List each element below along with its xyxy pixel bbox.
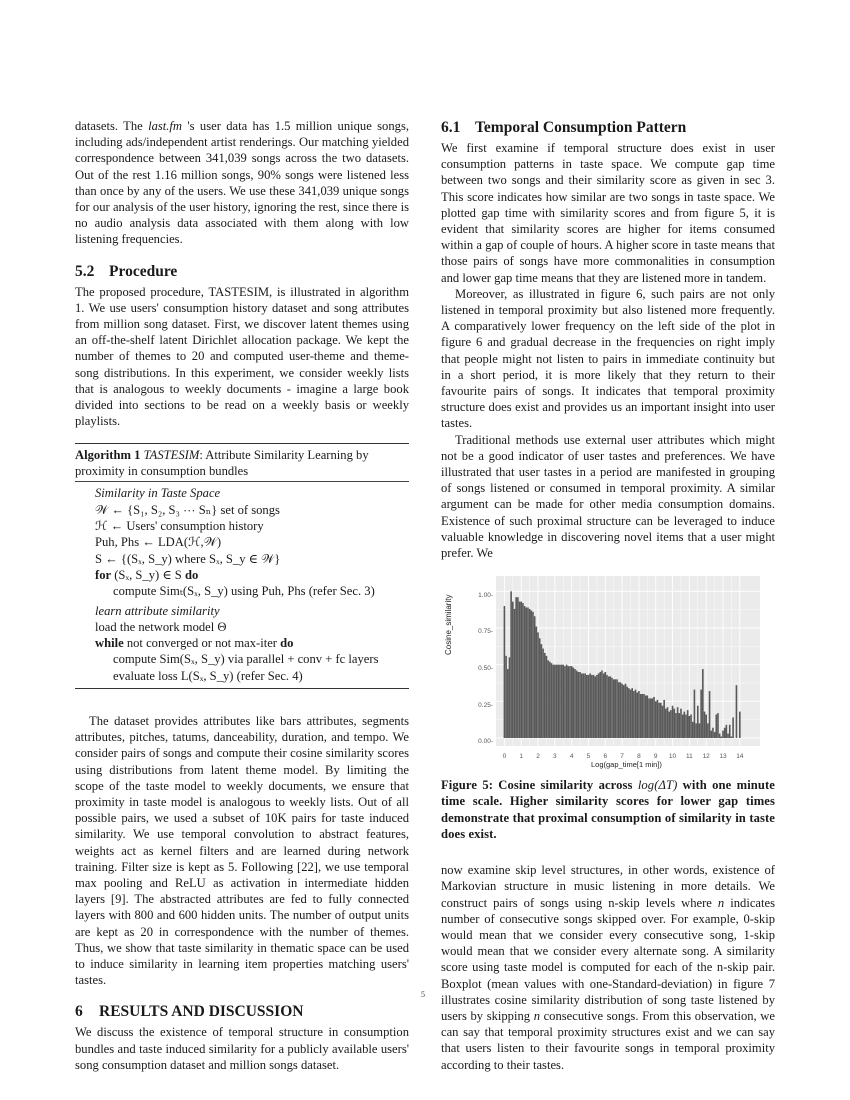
chart-bar — [544, 653, 546, 738]
chart-bar — [704, 712, 706, 738]
chart-bar — [559, 665, 561, 738]
chart-bar — [512, 602, 514, 738]
chart-bar — [515, 597, 517, 738]
intro-paragraph: datasets. The last.fm 's user data has 1.5 million unique songs, including ads/independent artist renderings. Our matching yielded correspondence between 341,039 songs across the two datasets. Out of the rest 1.16 million songs, 90% songs were listened less than once by any of the users. We use these 341,039 unique songs for our analysis of the user history, ignoring the rest, since there is no audio analysis data associated with them along with low listening frequencies. — [75, 119, 409, 247]
temporal-paragraph-3: Traditional methods use external user attributes which might not be a good indicator of user tastes and preferences. We have illustrated that user tastes in a period are manifested in grouping of songs listened or consumed in temporal proximity. A similar argument can be made for other media consumption domains. Existence of such proximal structure can be leveraged to induce valuable knowledge in discovering novel items that a user might prefer. We — [441, 432, 775, 561]
x-tick-label: 1 — [519, 753, 524, 761]
chart-bar — [583, 674, 585, 739]
chart-bar — [606, 675, 608, 738]
x-tick-label: 9 — [653, 753, 658, 761]
figure-5-caption: Figure 5: Cosine similarity across log(ΔT) with one minute time scale. Higher similarity scores for lower gap times demonstrate that proximal consumption of similarity in taste does exist. — [441, 778, 775, 841]
chart-bar — [504, 606, 506, 738]
chart-bar — [546, 656, 548, 738]
chart-bar — [586, 675, 588, 738]
y-tick-label: 0.75- — [478, 628, 493, 636]
chart-bar — [569, 666, 571, 738]
chart-bar — [573, 668, 575, 738]
chart-bar — [709, 691, 711, 738]
results-paragraph: We discuss the existence of temporal structure in consumption bundles and taste induced similarity for a publicly available users' song consumption dataset and million songs dataset. — [75, 1025, 409, 1072]
algorithm-line: learn attribute similarity — [95, 603, 220, 618]
chart-bars — [496, 576, 760, 746]
chart-bar — [571, 666, 573, 738]
dataset-paragraph: The dataset provides attributes like bars attributes, segments attributes, pitches, tatums, danceability, duration, and tempo. We consider pairs of songs and compute their cosine similarity scores using distributions from latent theme model. By limiting the scope of the taste model to weekly documents, we ensure that proximity in taste model is analogous to weekly lists. Out of all possible pairs, we used a subset of 10K pairs for taste induced similarity. We use temporal convolution to abstract features, weights act as kernel filters and are learned during network training. Filter size is kept as 5. Following [22], we use temporal max pooling and ReLU as activation in intermediate hidden layers [9]. The abstracted attributes are fed to fully connected layers with 800 and 600 hidden units. The number of output units are kept as 20 in correspondence with the number of themes. Thus, we show that taste similarity in thematic space can be used to induce similarity in learning item properties matching users' tastes. — [75, 714, 409, 988]
chart-bar — [678, 713, 680, 738]
chart-bar — [712, 728, 714, 738]
chart-bar — [663, 700, 665, 738]
chart-bar — [525, 608, 527, 739]
chart-bar — [519, 602, 521, 738]
chart-bar — [673, 709, 675, 738]
chart-bar — [729, 725, 731, 738]
chart-bar — [611, 678, 613, 738]
section-heading-5-2: 5.2 Procedure — [75, 262, 178, 280]
algorithm-line: S ← {(Sₓ, S_y) where Sₓ, S_y ∈ 𝒲} — [95, 551, 281, 566]
similarity-bar-chart — [441, 571, 775, 771]
x-axis-label: Log(gap_time[1 min]) — [591, 760, 662, 770]
chart-bar — [591, 675, 593, 738]
chart-bar — [554, 665, 556, 738]
chart-bar — [699, 724, 701, 739]
chart-bar — [509, 658, 511, 739]
chart-bar — [687, 710, 689, 738]
chart-bar — [601, 671, 603, 738]
chart-bar — [574, 669, 576, 738]
chart-bar — [695, 724, 697, 739]
x-tick-label: 3 — [553, 753, 557, 761]
chart-bar — [638, 691, 640, 738]
chart-bar — [647, 696, 649, 739]
algorithm-box — [75, 443, 409, 689]
y-tick-label: 0.50- — [478, 664, 493, 672]
x-tick-label: 4 — [569, 753, 574, 761]
chart-bar — [578, 672, 580, 738]
chart-bar — [594, 677, 596, 739]
chart-bar — [532, 612, 534, 738]
algorithm-line: evaluate loss L(Sₓ, S_y) (refer Sec. 4) — [113, 668, 303, 683]
temporal-paragraph-1: We first examine if temporal structure does exist in user consumption patterns in taste space. We compute gap time between two songs and their similarity score as given in sec 3. This score indicates how similar are two songs in taste space. We plotted gap time with similarity scores and from figure 5, it is evident that similarity scores are higher for items consumed within a gap of couple of hours. A higher score in taste means that those pairs of songs have more commonalities in consumption and lower gap time means that they are listened more in tandem. — [441, 141, 775, 285]
chart-bar — [633, 691, 635, 738]
chart-bar — [568, 666, 570, 738]
chart-bar — [547, 661, 549, 739]
chart-bar — [731, 737, 733, 738]
chart-bar — [707, 724, 709, 739]
algorithm-line: 𝒲 ← {S₁, S₂, S₃ ⋯ Sₙ} set of songs — [95, 502, 280, 517]
algorithm-line: compute Sim(Sₓ, S_y) via parallel + conv + fc layers — [113, 652, 379, 667]
chart-bar — [684, 712, 686, 738]
x-tick-label: 8 — [637, 753, 641, 761]
chart-bar — [628, 688, 630, 738]
procedure-paragraph: The proposed procedure, TASTESIM, is illustrated in algorithm 1. We use users' consumption history dataset and song attributes from million song dataset. First, we discover latent themes using an off-the-shelf latent Dirichlet allocation package. We kept the number of themes to 20 and computed user-theme and theme-song distributions. In this experiment, we consider weekly lists that is analogous to weekly documents - imagine a large book divided into sections to be read on a weekly basis or weekly playlists. — [75, 284, 409, 429]
chart-bar — [566, 665, 568, 738]
chart-bar — [702, 669, 704, 738]
algorithm-line: ℋ ← Users' consumption history — [95, 519, 264, 534]
chart-bar — [623, 685, 625, 738]
chart-bar — [680, 709, 682, 738]
algorithm-line: Similarity in Taste Space — [95, 486, 221, 501]
chart-bar — [527, 608, 529, 739]
chart-bar — [625, 684, 627, 738]
y-tick-label: 0.00- — [478, 738, 493, 746]
chart-bar — [529, 609, 531, 738]
x-tick-label: 0 — [502, 753, 507, 761]
chart-bar — [557, 665, 559, 738]
chart-bar — [603, 674, 605, 739]
chart-bar — [581, 674, 583, 739]
x-tick-label: 2 — [536, 753, 540, 761]
chart-bar — [700, 690, 702, 738]
algorithm-line: load the network model Θ — [95, 619, 227, 634]
chart-bar — [670, 710, 672, 738]
x-tick-label: 11 — [686, 753, 693, 761]
chart-bar — [724, 728, 726, 738]
algorithm-body — [75, 482, 409, 684]
chart-bar — [692, 722, 694, 738]
chart-bar — [727, 734, 729, 738]
x-tick-label: 12 — [702, 753, 710, 761]
x-tick-label: 5 — [586, 753, 591, 761]
algorithm-line: for (Sₓ, S_y) ∈ S do — [95, 567, 199, 582]
section-heading-6: 6 RESULTS AND DISCUSSION — [75, 1003, 304, 1021]
chart-bar — [657, 700, 659, 738]
skip-level-paragraph: now examine skip level structures, in other words, existence of Markovian structure in music listening in more details. We construct pairs of songs using n-skip levels where n indicates number of consecutive songs skipped over. For example, 0-skip would mean that we consider every consecutive song, 1-skip would mean that we consider every alternate song. A similarity score using taste model is computed for each of the n-skip pair. Boxplot (mean values with one-Standard-deviation) in figure 7 illustrates cosine similarity distribution of song taste listened by users by skipping n consecutive songs. From this observation, we can say that temporal proximity structures exist and we can say that users listen to their favourite songs in temporal proximity according to their tastes. — [441, 863, 775, 1072]
chart-bar — [643, 694, 645, 738]
chart-bar — [588, 675, 590, 738]
section-heading-6-1: 6.1 Temporal Consumption Pattern — [441, 119, 687, 136]
algorithm-line: Puh, Phs ← LDA(ℋ,𝒲) — [95, 535, 222, 550]
chart-bar — [531, 611, 533, 739]
chart-bar — [667, 707, 669, 738]
chart-bar — [596, 675, 598, 738]
chart-bar — [564, 666, 566, 738]
chart-bar — [630, 690, 632, 738]
chart-bar — [520, 602, 522, 738]
chart-bar — [694, 690, 696, 738]
chart-bar — [662, 706, 664, 738]
chart-bar — [677, 707, 679, 738]
x-tick-label: 7 — [620, 753, 624, 761]
chart-bar — [605, 672, 607, 738]
chart-bar — [689, 716, 691, 738]
chart-bar — [536, 627, 538, 738]
chart-bar — [608, 677, 610, 739]
chart-bar — [542, 649, 544, 738]
chart-bar — [722, 731, 724, 738]
lastfm-italic: last.fm — [148, 119, 183, 133]
chart-bar — [655, 702, 657, 739]
chart-bar — [660, 703, 662, 738]
chart-bar — [685, 715, 687, 738]
chart-bar — [507, 669, 509, 738]
algorithm-title: Algorithm 1 TASTESIM: Attribute Similarity Learning by proximity in consumption bundles — [75, 444, 409, 482]
chart-bar — [697, 706, 699, 738]
chart-bar — [599, 672, 601, 738]
chart-bar — [579, 672, 581, 738]
chart-bar — [549, 662, 551, 738]
chart-bar — [732, 718, 734, 739]
chart-bar — [641, 694, 643, 738]
chart-bar — [621, 684, 623, 738]
x-tick-label: 6 — [603, 753, 608, 761]
chart-bar — [552, 665, 554, 738]
chart-bar — [589, 674, 591, 739]
chart-bar — [541, 644, 543, 738]
page-number: 5 — [421, 990, 425, 999]
x-tick-label: 14 — [736, 753, 744, 761]
chart-bar — [645, 696, 647, 739]
chart-bar — [524, 606, 526, 738]
left-column — [75, 118, 409, 1073]
right-column — [441, 118, 775, 1073]
chart-bar — [650, 699, 652, 739]
x-tick-label: 10 — [668, 753, 677, 761]
chart-bar — [719, 734, 721, 738]
chart-bar — [505, 656, 507, 738]
chart-bar — [620, 683, 622, 739]
chart-bar — [510, 592, 512, 739]
chart-bar — [690, 715, 692, 738]
chart-bar — [613, 680, 615, 739]
chart-bar — [658, 703, 660, 738]
chart-bar — [593, 675, 595, 738]
chart-bar — [539, 639, 541, 739]
y-tick-label: 0.25- — [478, 701, 493, 709]
chart-bar — [715, 715, 717, 738]
chart-bar — [576, 671, 578, 738]
chart-bar — [648, 699, 650, 739]
chart-bar — [721, 737, 723, 738]
figure-5 — [441, 571, 775, 771]
temporal-paragraph-2: Moreover, as illustrated in figure 6, such pairs are not only listened in temporal proximity but also listened more frequently. A comparatively lower frequency on the left side of the plot in figure 6 and gradual decrease in the frequencies on right imply that people might not listen to pairs in immediate continuity but in a short period, it is more likely that they return to their favourite pairs of songs. It indicates that temporal proximity structure does exist and provides us an important insight into user tastes. — [441, 286, 775, 431]
chart-bar — [562, 665, 564, 738]
chart-bar — [736, 685, 738, 738]
y-axis-label: Cosine_similarity — [444, 594, 453, 656]
chart-bar — [551, 663, 553, 738]
plot-panel — [496, 576, 760, 746]
chart-bar — [537, 633, 539, 739]
chart-bar — [618, 683, 620, 739]
chart-bar — [675, 713, 677, 738]
chart-bar — [710, 731, 712, 738]
chart-bar — [714, 732, 716, 738]
chart-bar — [556, 665, 558, 738]
chart-bar — [717, 713, 719, 738]
chart-bar — [682, 715, 684, 738]
y-tick-label: 1.00- — [478, 591, 493, 599]
chart-bar — [615, 680, 617, 739]
chart-bar — [726, 725, 728, 738]
x-tick-label: 13 — [719, 753, 727, 761]
chart-bar — [584, 674, 586, 739]
chart-bar — [705, 715, 707, 738]
chart-bar — [561, 665, 563, 738]
chart-bar — [534, 617, 536, 739]
chart-bar — [739, 712, 741, 738]
chart-bar — [640, 694, 642, 738]
chart-bar — [631, 688, 633, 738]
chart-bar — [610, 677, 612, 739]
chart-bar — [672, 706, 674, 738]
chart-bar — [652, 699, 654, 739]
algorithm-line: while not converged or not max-iter do — [95, 636, 294, 651]
chart-bar — [636, 693, 638, 738]
chart-bar — [668, 712, 670, 738]
chart-bar — [517, 597, 519, 738]
chart-bar — [626, 687, 628, 738]
chart-bar — [598, 674, 600, 739]
chart-bar — [665, 709, 667, 738]
algorithm-line: compute Simₜ(Sₓ, S_y) using Puh, Phs (refer Sec. 3) — [113, 584, 375, 599]
chart-bar — [616, 680, 618, 739]
chart-bar — [635, 690, 637, 738]
chart-bar — [653, 697, 655, 738]
chart-bar — [514, 609, 516, 738]
chart-bar — [522, 603, 524, 738]
